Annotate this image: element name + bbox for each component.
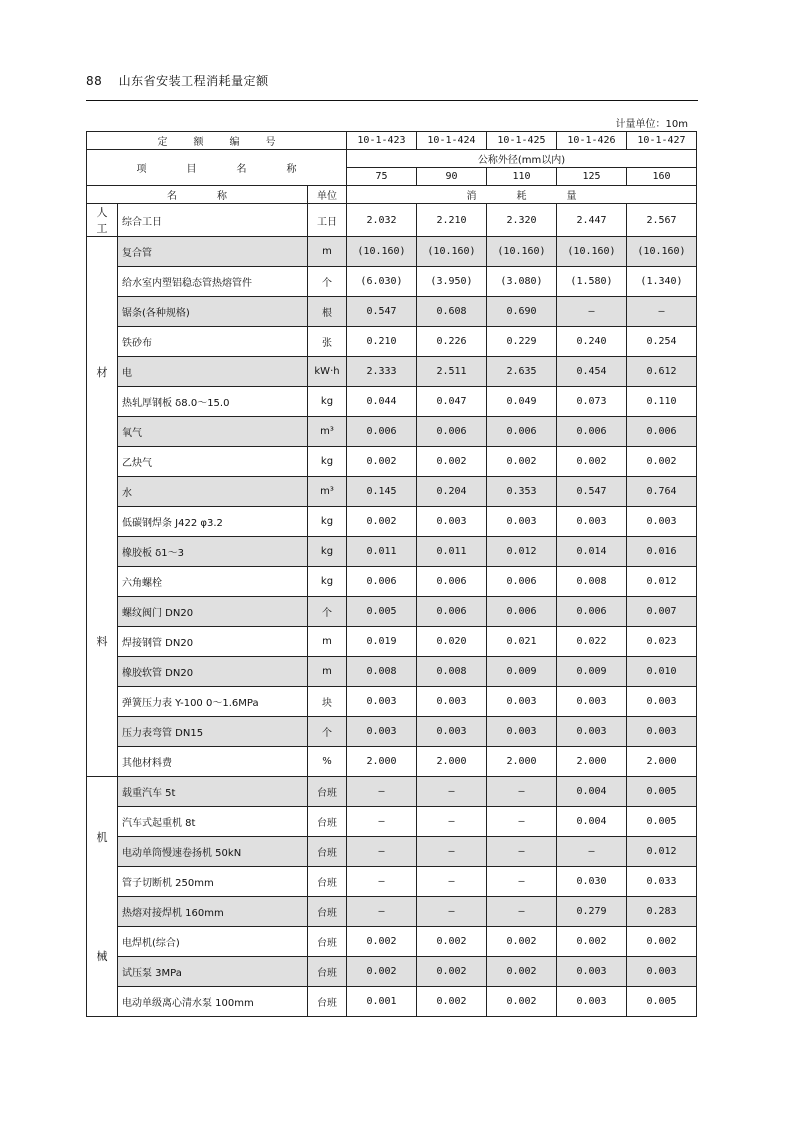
consumption-value: — [417, 807, 487, 837]
consumption-value: 0.006 [557, 597, 627, 627]
quota-code: 10-1-427 [627, 132, 697, 150]
consumption-value: 0.006 [347, 417, 417, 447]
diameter-value: 90 [417, 168, 487, 186]
consumption-value: 0.030 [557, 867, 627, 897]
consumption-value: 2.567 [627, 204, 697, 237]
consumption-value: 0.006 [417, 597, 487, 627]
consumption-value: 0.044 [347, 387, 417, 417]
item-name: 试压泵 3MPa [118, 957, 308, 987]
consumption-value: — [487, 897, 557, 927]
consumption-value: — [487, 807, 557, 837]
item-unit: 台班 [308, 837, 347, 867]
consumption-value: — [347, 807, 417, 837]
consumption-value: 0.005 [627, 807, 697, 837]
consumption-value: 0.006 [557, 417, 627, 447]
consumption-value: 2.000 [347, 747, 417, 777]
consumption-value: 0.002 [417, 957, 487, 987]
table-row [87, 657, 697, 687]
consumption-value: 0.454 [557, 357, 627, 387]
consumption-value: 0.020 [417, 627, 487, 657]
table-row [87, 537, 697, 567]
diameter-value: 75 [347, 168, 417, 186]
consumption-value: 0.012 [487, 537, 557, 567]
header-row-codes [87, 132, 697, 150]
header-row-diameter-label [87, 150, 697, 168]
consumption-value: — [417, 777, 487, 807]
consumption-value: 0.047 [417, 387, 487, 417]
consumption-value: 0.003 [627, 687, 697, 717]
consumption-value: 2.000 [417, 747, 487, 777]
consumption-value: 0.002 [417, 987, 487, 1017]
consumption-value: 0.003 [347, 717, 417, 747]
consumption-value: 0.008 [347, 657, 417, 687]
consumption-value: 0.003 [557, 987, 627, 1017]
item-unit: m [308, 627, 347, 657]
item-name: 复合管 [118, 237, 308, 267]
item-unit: kg [308, 567, 347, 597]
item-unit: 个 [308, 597, 347, 627]
consumption-value: 2.000 [557, 747, 627, 777]
consumption-value: (10.160) [557, 237, 627, 267]
table-row [87, 447, 697, 477]
table-row [87, 417, 697, 447]
consumption-value: 0.012 [627, 567, 697, 597]
consumption-value: 0.049 [487, 387, 557, 417]
consumption-value: 0.210 [347, 327, 417, 357]
consumption-value: 2.000 [627, 747, 697, 777]
item-name: 电焊机(综合) [118, 927, 308, 957]
consumption-value: — [557, 837, 627, 867]
consumption-value: — [557, 297, 627, 327]
item-name: 橡胶板 δ1～3 [118, 537, 308, 567]
item-name: 水 [118, 477, 308, 507]
consumption-value: 0.003 [417, 717, 487, 747]
consumption-value: 0.353 [487, 477, 557, 507]
consumption-value: 0.005 [627, 987, 697, 1017]
category-char: 机 [96, 830, 108, 844]
consumption-value: 0.003 [627, 717, 697, 747]
table-row [87, 987, 697, 1017]
consumption-value: 0.764 [627, 477, 697, 507]
consumption-value: 0.240 [557, 327, 627, 357]
consumption-value: 0.690 [487, 297, 557, 327]
consumption-value: — [417, 837, 487, 867]
category-char: 械 [96, 950, 108, 964]
table-row [87, 357, 697, 387]
consumption-value: 0.009 [557, 657, 627, 687]
consumption-value: (10.160) [487, 237, 557, 267]
category-label [87, 237, 118, 777]
consumption-value: (10.160) [627, 237, 697, 267]
column-name-header: 名称 [87, 186, 308, 204]
table-row [87, 867, 697, 897]
consumption-value: 2.032 [347, 204, 417, 237]
consumption-value: 0.254 [627, 327, 697, 357]
diameter-label: 公称外径(mm以内) [347, 150, 697, 168]
consumption-value: 2.000 [487, 747, 557, 777]
consumption-value: 2.511 [417, 357, 487, 387]
consumption-value: 2.447 [557, 204, 627, 237]
consumption-value: 0.010 [627, 657, 697, 687]
consumption-value: 0.003 [557, 717, 627, 747]
item-unit: 根 [308, 297, 347, 327]
consumption-value: 0.006 [487, 417, 557, 447]
item-name: 热熔对接焊机 160mm [118, 897, 308, 927]
column-consumption-header: 消耗量 [347, 186, 697, 204]
item-name: 氧气 [118, 417, 308, 447]
table-row [87, 807, 697, 837]
consumption-value: (1.340) [627, 267, 697, 297]
consumption-value: — [417, 897, 487, 927]
item-name: 热轧厚钢板 δ8.0～15.0 [118, 387, 308, 417]
consumption-value: 0.547 [347, 297, 417, 327]
consumption-value: 0.006 [417, 417, 487, 447]
item-unit: kg [308, 447, 347, 477]
consumption-value: 0.023 [627, 627, 697, 657]
category-label [87, 204, 118, 237]
consumption-value: (3.080) [487, 267, 557, 297]
item-unit: m [308, 237, 347, 267]
quota-number-label: 定额编号 [87, 132, 347, 150]
measurement-unit-note: 计量单位：10m [615, 119, 688, 130]
item-unit: 张 [308, 327, 347, 357]
item-name: 给水室内塑铝稳态管热熔管件 [118, 267, 308, 297]
item-unit: 台班 [308, 867, 347, 897]
item-name: 载重汽车 5t [118, 777, 308, 807]
consumption-value: (1.580) [557, 267, 627, 297]
table-row [87, 567, 697, 597]
consumption-value: 0.003 [347, 687, 417, 717]
consumption-value: 0.002 [417, 927, 487, 957]
consumption-value: 0.226 [417, 327, 487, 357]
consumption-value: 0.006 [487, 567, 557, 597]
consumption-value: (3.950) [417, 267, 487, 297]
consumption-value: 0.003 [487, 687, 557, 717]
consumption-value: 0.012 [627, 837, 697, 867]
quota-code: 10-1-426 [557, 132, 627, 150]
table-row [87, 597, 697, 627]
consumption-value: (6.030) [347, 267, 417, 297]
category-char: 料 [96, 635, 108, 649]
consumption-value: — [417, 867, 487, 897]
item-name: 低碳钢焊条 J422 φ3.2 [118, 507, 308, 537]
consumption-value: — [347, 777, 417, 807]
page-header [86, 72, 269, 89]
header-rule [86, 100, 698, 101]
table-row [87, 327, 697, 357]
quota-code: 10-1-424 [417, 132, 487, 150]
book-title: 山东省安装工程消耗量定额 [118, 74, 269, 88]
item-unit: m³ [308, 417, 347, 447]
table-row [87, 387, 697, 417]
item-unit: 台班 [308, 927, 347, 957]
consumption-value: 0.145 [347, 477, 417, 507]
consumption-value: 0.002 [347, 507, 417, 537]
item-unit: 台班 [308, 987, 347, 1017]
category-char: 工 [96, 222, 108, 235]
consumption-value: 0.204 [417, 477, 487, 507]
table-row [87, 837, 697, 867]
consumption-value: 0.005 [347, 597, 417, 627]
consumption-value: 0.001 [347, 987, 417, 1017]
consumption-value: 0.019 [347, 627, 417, 657]
item-unit: kg [308, 537, 347, 567]
item-name: 六角螺栓 [118, 567, 308, 597]
consumption-value: 2.320 [487, 204, 557, 237]
consumption-value: 0.279 [557, 897, 627, 927]
item-name-label: 项目名称 [87, 150, 347, 186]
consumption-value: 0.003 [487, 507, 557, 537]
consumption-value: 0.009 [487, 657, 557, 687]
item-unit: kW·h [308, 357, 347, 387]
consumption-value: 0.073 [557, 387, 627, 417]
consumption-value: 0.002 [627, 447, 697, 477]
consumption-value: 0.002 [487, 957, 557, 987]
consumption-value: 0.002 [487, 927, 557, 957]
consumption-value: 0.547 [557, 477, 627, 507]
diameter-value: 110 [487, 168, 557, 186]
consumption-value: — [487, 867, 557, 897]
consumption-value: — [487, 837, 557, 867]
item-name: 电动单级离心清水泵 100mm [118, 987, 308, 1017]
consumption-value: 0.002 [347, 447, 417, 477]
item-unit: 台班 [308, 897, 347, 927]
table-row [87, 507, 697, 537]
item-name: 其他材料费 [118, 747, 308, 777]
item-unit: m [308, 657, 347, 687]
item-unit: % [308, 747, 347, 777]
page-number: 88 [86, 74, 103, 88]
consumption-value: — [347, 867, 417, 897]
consumption-value: 0.006 [487, 597, 557, 627]
consumption-value: 0.283 [627, 897, 697, 927]
consumption-value: 0.003 [417, 507, 487, 537]
table-row [87, 237, 697, 267]
quota-table-body [87, 132, 697, 1017]
item-name: 橡胶软管 DN20 [118, 657, 308, 687]
consumption-value: 0.003 [417, 687, 487, 717]
item-name: 管子切断机 250mm [118, 867, 308, 897]
consumption-value: 0.229 [487, 327, 557, 357]
consumption-value: 0.033 [627, 867, 697, 897]
item-unit: 块 [308, 687, 347, 717]
table-row [87, 717, 697, 747]
consumption-value: 0.002 [627, 927, 697, 957]
consumption-value: 0.006 [627, 417, 697, 447]
consumption-value: — [347, 897, 417, 927]
item-unit: m³ [308, 477, 347, 507]
consumption-value: 0.003 [487, 717, 557, 747]
item-name: 锯条(各种规格) [118, 297, 308, 327]
consumption-value: 0.612 [627, 357, 697, 387]
item-unit: 台班 [308, 777, 347, 807]
consumption-value: 0.002 [557, 927, 627, 957]
consumption-value: 0.608 [417, 297, 487, 327]
quota-code: 10-1-423 [347, 132, 417, 150]
consumption-value: — [487, 777, 557, 807]
consumption-value: (10.160) [417, 237, 487, 267]
consumption-value: 0.003 [627, 957, 697, 987]
consumption-value: 0.002 [487, 987, 557, 1017]
quota-code: 10-1-425 [487, 132, 557, 150]
item-name: 乙炔气 [118, 447, 308, 477]
consumption-value: 0.006 [417, 567, 487, 597]
item-unit: kg [308, 387, 347, 417]
table-row [87, 777, 697, 807]
consumption-value: 2.210 [417, 204, 487, 237]
consumption-value: 0.006 [347, 567, 417, 597]
item-name: 铁砂布 [118, 327, 308, 357]
consumption-value: 0.002 [487, 447, 557, 477]
consumption-value: 0.003 [557, 687, 627, 717]
consumption-value: 2.635 [487, 357, 557, 387]
table-row [87, 297, 697, 327]
consumption-value: (10.160) [347, 237, 417, 267]
category-char: 材 [96, 365, 108, 379]
table-row [87, 204, 697, 237]
item-name: 压力表弯管 DN15 [118, 717, 308, 747]
consumption-value: 0.022 [557, 627, 627, 657]
consumption-value: 0.003 [627, 507, 697, 537]
category-char: 人 [96, 206, 108, 219]
consumption-value: 2.333 [347, 357, 417, 387]
category-label [87, 777, 118, 1017]
consumption-value: 0.002 [417, 447, 487, 477]
diameter-value: 125 [557, 168, 627, 186]
consumption-value: — [347, 837, 417, 867]
item-unit: 台班 [308, 957, 347, 987]
consumption-value: 0.007 [627, 597, 697, 627]
table-row [87, 897, 697, 927]
consumption-value: 0.003 [557, 957, 627, 987]
header-row-columns [87, 186, 697, 204]
table-row [87, 627, 697, 657]
consumption-value: 0.002 [347, 957, 417, 987]
consumption-value: 0.014 [557, 537, 627, 567]
consumption-value: 0.011 [347, 537, 417, 567]
consumption-value: 0.011 [417, 537, 487, 567]
consumption-value: 0.016 [627, 537, 697, 567]
item-name: 电动单筒慢速卷扬机 50kN [118, 837, 308, 867]
consumption-value: 0.004 [557, 777, 627, 807]
item-name: 综合工日 [118, 204, 308, 237]
column-unit-header: 单位 [308, 186, 347, 204]
table-row [87, 267, 697, 297]
item-name: 汽车式起重机 8t [118, 807, 308, 837]
consumption-value: 0.003 [557, 507, 627, 537]
table-row [87, 477, 697, 507]
item-unit: 个 [308, 267, 347, 297]
table-row [87, 927, 697, 957]
diameter-value: 160 [627, 168, 697, 186]
item-unit: 个 [308, 717, 347, 747]
consumption-value: 0.021 [487, 627, 557, 657]
item-name: 螺纹阀门 DN20 [118, 597, 308, 627]
item-name: 弹簧压力表 Y-100 0～1.6MPa [118, 687, 308, 717]
consumption-value: 0.008 [557, 567, 627, 597]
consumption-value: — [627, 297, 697, 327]
item-unit: kg [308, 507, 347, 537]
consumption-value: 0.005 [627, 777, 697, 807]
consumption-value: 0.002 [557, 447, 627, 477]
table-row [87, 957, 697, 987]
item-unit: 台班 [308, 807, 347, 837]
consumption-value: 0.002 [347, 927, 417, 957]
consumption-value: 0.004 [557, 807, 627, 837]
quota-table [86, 131, 697, 1017]
item-name: 焊接钢管 DN20 [118, 627, 308, 657]
consumption-value: 0.008 [417, 657, 487, 687]
item-unit: 工日 [308, 204, 347, 237]
consumption-value: 0.110 [627, 387, 697, 417]
item-name: 电 [118, 357, 308, 387]
table-row [87, 687, 697, 717]
table-row [87, 747, 697, 777]
